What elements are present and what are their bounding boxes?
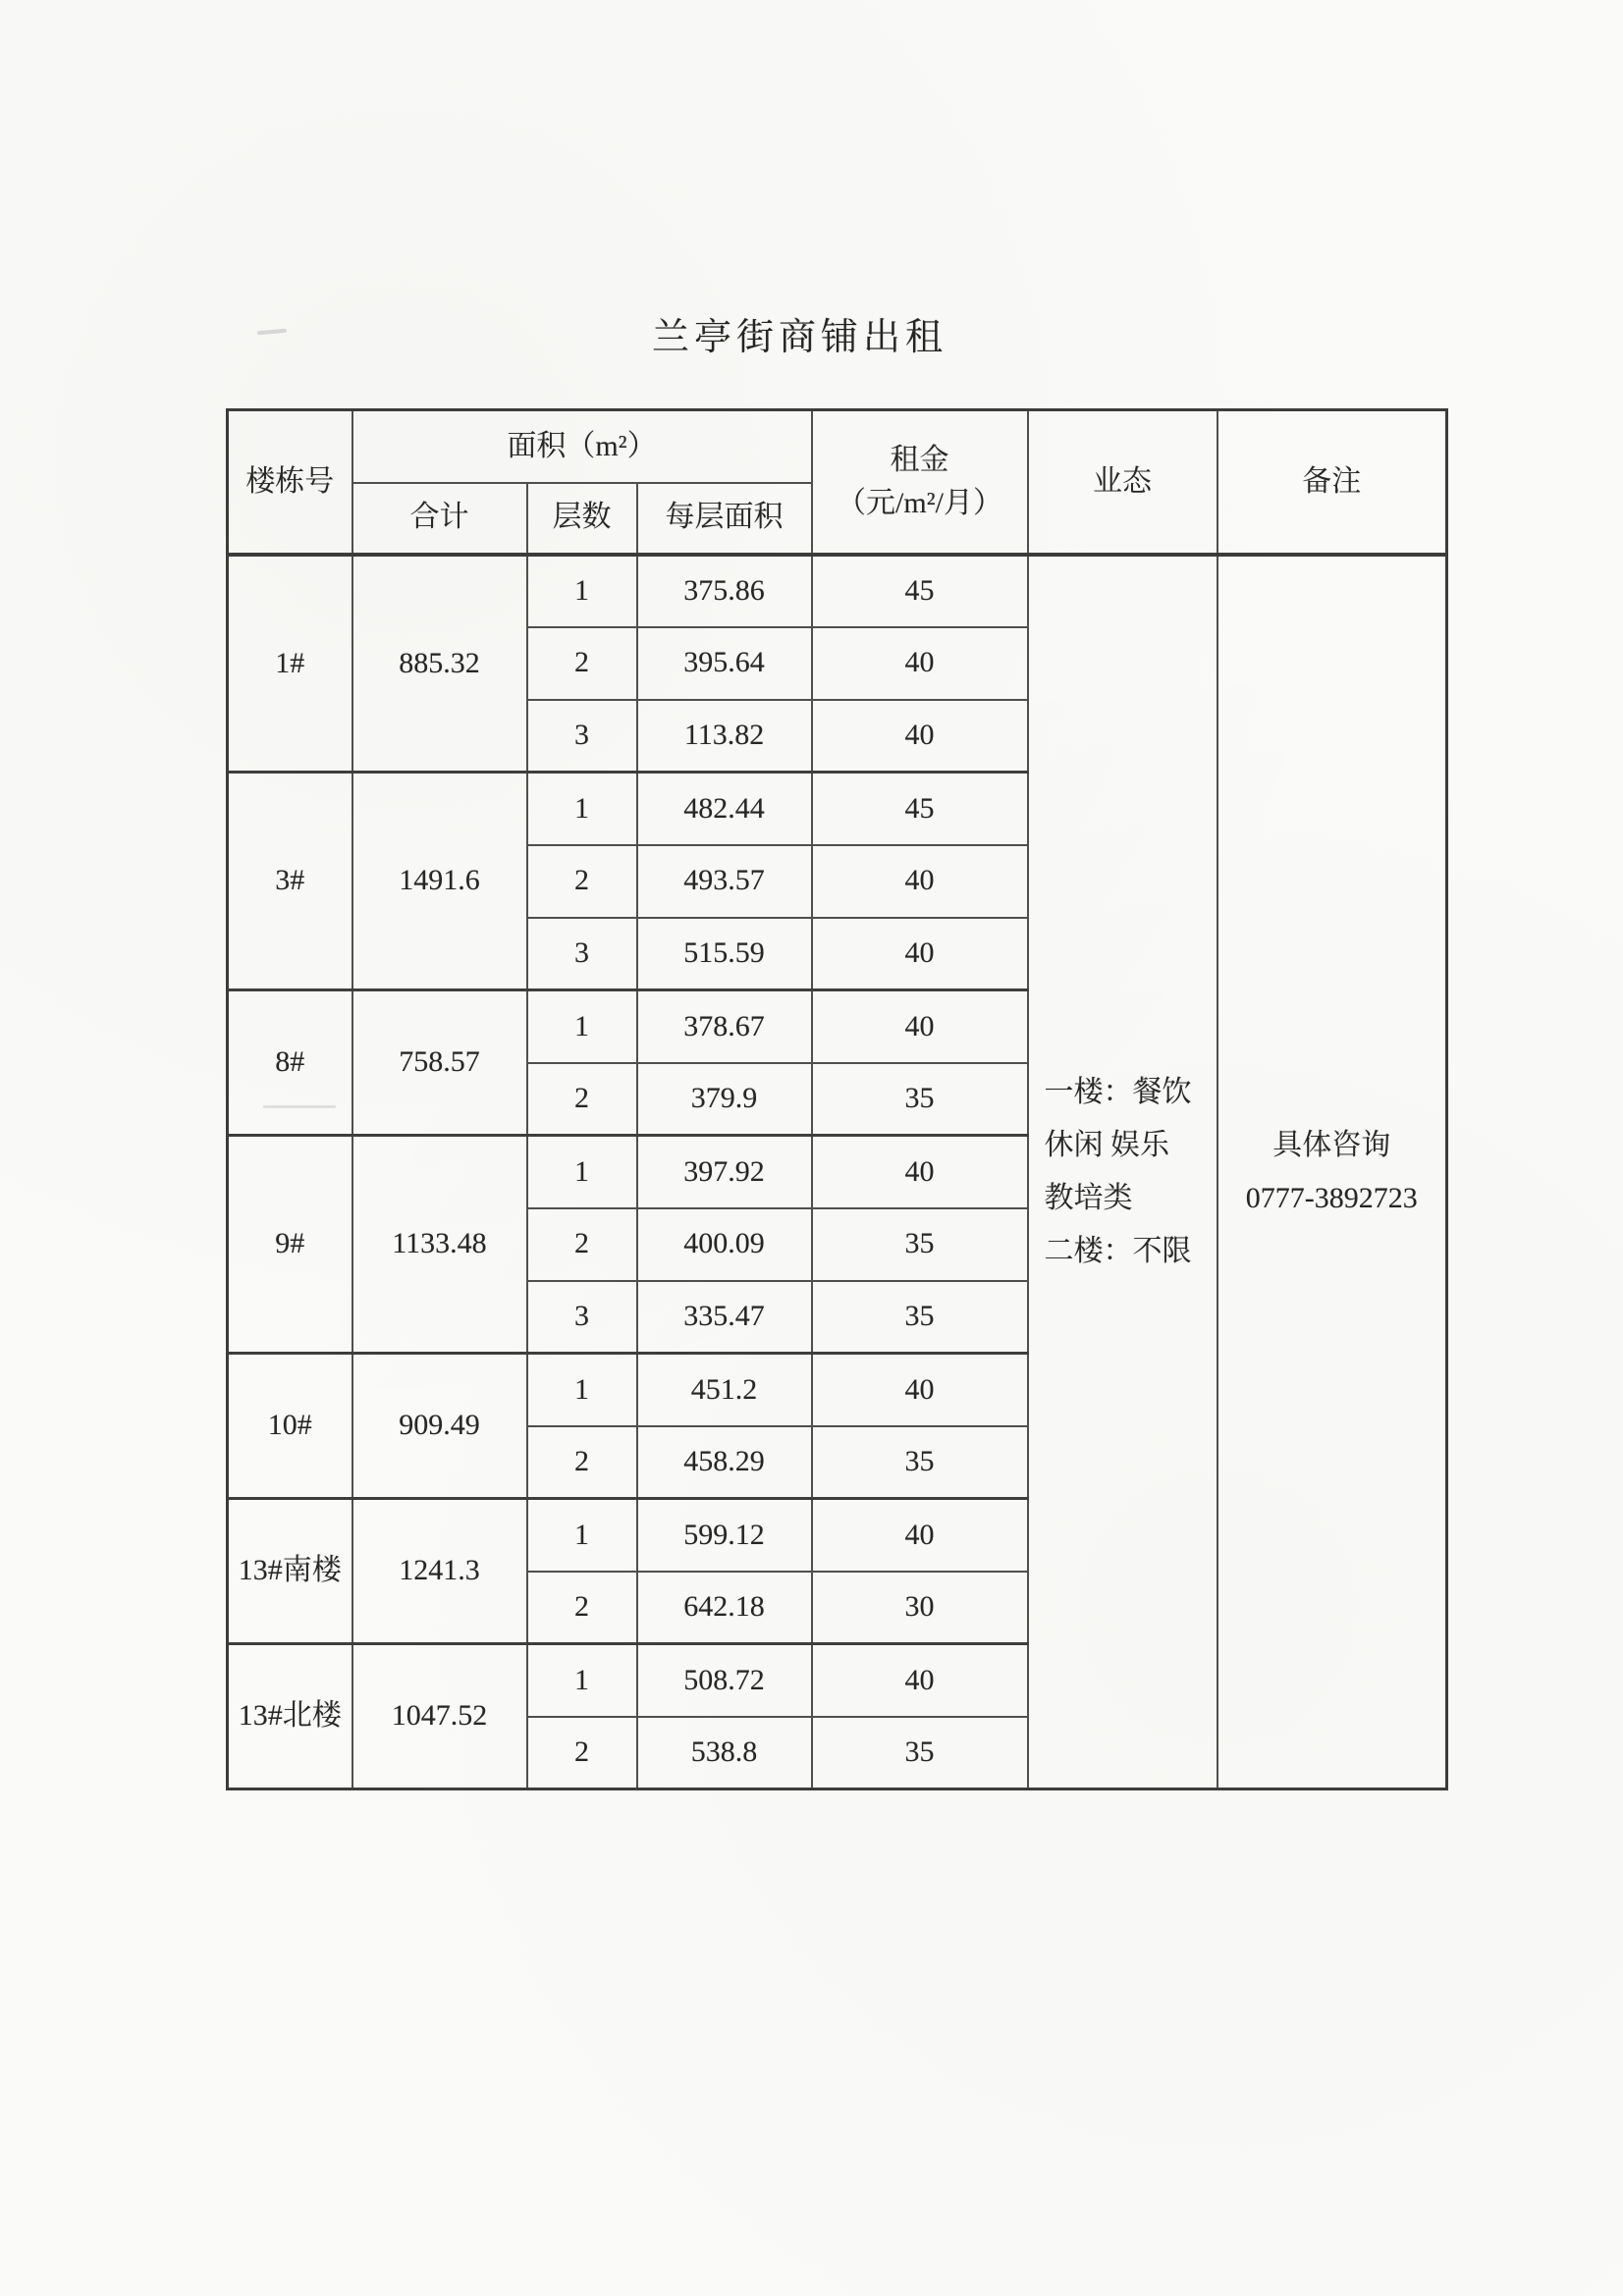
- floor-number: 2: [527, 1572, 637, 1644]
- floor-area: 375.86: [637, 555, 812, 627]
- building-name: 1#: [228, 555, 352, 773]
- floor-area: 508.72: [637, 1644, 812, 1717]
- remarks-cell: [1217, 555, 1447, 1789]
- header-floors: 层数: [527, 483, 637, 555]
- floor-number: 2: [527, 1717, 637, 1789]
- building-total-area: 1491.6: [352, 773, 527, 990]
- building-name: 10#: [228, 1354, 352, 1499]
- header-total: 合计: [352, 483, 527, 555]
- floor-rent: 40: [812, 627, 1028, 700]
- building-total-area: 909.49: [352, 1354, 527, 1499]
- floor-area: 451.2: [637, 1354, 812, 1426]
- floor-number: 2: [527, 1208, 637, 1281]
- floor-number: 1: [527, 773, 637, 845]
- floor-area: 482.44: [637, 773, 812, 845]
- page-title-text: 兰亭街商铺出租: [651, 317, 947, 358]
- floor-area: 400.09: [637, 1208, 812, 1281]
- header-rent-line1: 租金: [890, 443, 949, 476]
- business-line: 二楼：不限: [1044, 1234, 1192, 1267]
- floor-area: 335.47: [637, 1281, 812, 1354]
- floor-number: 3: [527, 700, 637, 773]
- floor-number: 2: [527, 1426, 637, 1499]
- floor-number: 1: [527, 1644, 637, 1717]
- floor-area: 642.18: [637, 1572, 812, 1644]
- header-business-type: 业态: [1028, 410, 1217, 555]
- floor-rent: 40: [812, 918, 1028, 990]
- header-per-floor-area: 每层面积: [637, 483, 812, 555]
- business-line: 教培类: [1044, 1181, 1133, 1214]
- floor-number: 1: [527, 1136, 637, 1208]
- floor-rent: 35: [812, 1426, 1028, 1499]
- floor-area: 378.67: [637, 990, 812, 1063]
- header-building-no: 楼栋号: [228, 410, 352, 555]
- floor-rent: 40: [812, 1136, 1028, 1208]
- building-total-area: 758.57: [352, 990, 527, 1136]
- floor-number: 1: [527, 555, 637, 627]
- header-rent: [812, 410, 1028, 555]
- floor-rent: 35: [812, 1281, 1028, 1354]
- floor-rent: 40: [812, 990, 1028, 1063]
- building-name: 13#南楼: [228, 1499, 352, 1644]
- floor-rent: 40: [812, 1354, 1028, 1426]
- floor-rent: 40: [812, 845, 1028, 918]
- floor-area: 538.8: [637, 1717, 812, 1789]
- floor-number: 3: [527, 1281, 637, 1354]
- floor-area: 395.64: [637, 627, 812, 700]
- header-rent-line2: （元/m²/月）: [837, 486, 1003, 519]
- business-scope-text: [1033, 1066, 1213, 1278]
- business-type-cell: [1028, 555, 1217, 1789]
- floor-rent: 40: [812, 1499, 1028, 1572]
- floor-area: 458.29: [637, 1426, 812, 1499]
- floor-rent: 40: [812, 700, 1028, 773]
- header-area-group: 面积（m²）: [352, 410, 812, 483]
- floor-number: 3: [527, 918, 637, 990]
- floor-number: 1: [527, 1354, 637, 1426]
- building-name: 8#: [228, 990, 352, 1136]
- floor-number: 1: [527, 990, 637, 1063]
- remarks-line: 具体咨询: [1272, 1128, 1391, 1161]
- floor-rent: 40: [812, 1644, 1028, 1717]
- floor-rent: 35: [812, 1063, 1028, 1136]
- building-name: 3#: [228, 773, 352, 990]
- floor-number: 2: [527, 1063, 637, 1136]
- floor-area: 397.92: [637, 1136, 812, 1208]
- building-total-area: 885.32: [352, 555, 527, 773]
- building-name: 13#北楼: [228, 1644, 352, 1789]
- floor-area: 515.59: [637, 918, 812, 990]
- remarks-contact-phone: 0777-3892723: [1245, 1181, 1418, 1214]
- remarks-text: [1222, 1119, 1442, 1225]
- business-line: 休闲 娱乐: [1044, 1128, 1170, 1161]
- floor-rent: 35: [812, 1717, 1028, 1789]
- rental-table: [226, 408, 1448, 1790]
- floor-area: 599.12: [637, 1499, 812, 1572]
- floor-rent: 45: [812, 555, 1028, 627]
- floor-number: 1: [527, 1499, 637, 1572]
- floor-rent: 35: [812, 1208, 1028, 1281]
- floor-rent: 45: [812, 773, 1028, 845]
- floor-number: 2: [527, 845, 637, 918]
- building-total-area: 1047.52: [352, 1644, 527, 1789]
- floor-rent: 30: [812, 1572, 1028, 1644]
- floor-area: 493.57: [637, 845, 812, 918]
- floor-area: 113.82: [637, 700, 812, 773]
- building-total-area: 1241.3: [352, 1499, 527, 1644]
- page-title: [0, 306, 1623, 360]
- building-total-area: 1133.48: [352, 1136, 527, 1354]
- floor-area: 379.9: [637, 1063, 812, 1136]
- building-name: 9#: [228, 1136, 352, 1354]
- floor-number: 2: [527, 627, 637, 700]
- header-remarks: 备注: [1217, 410, 1447, 555]
- business-line: 一楼：餐饮: [1044, 1075, 1192, 1108]
